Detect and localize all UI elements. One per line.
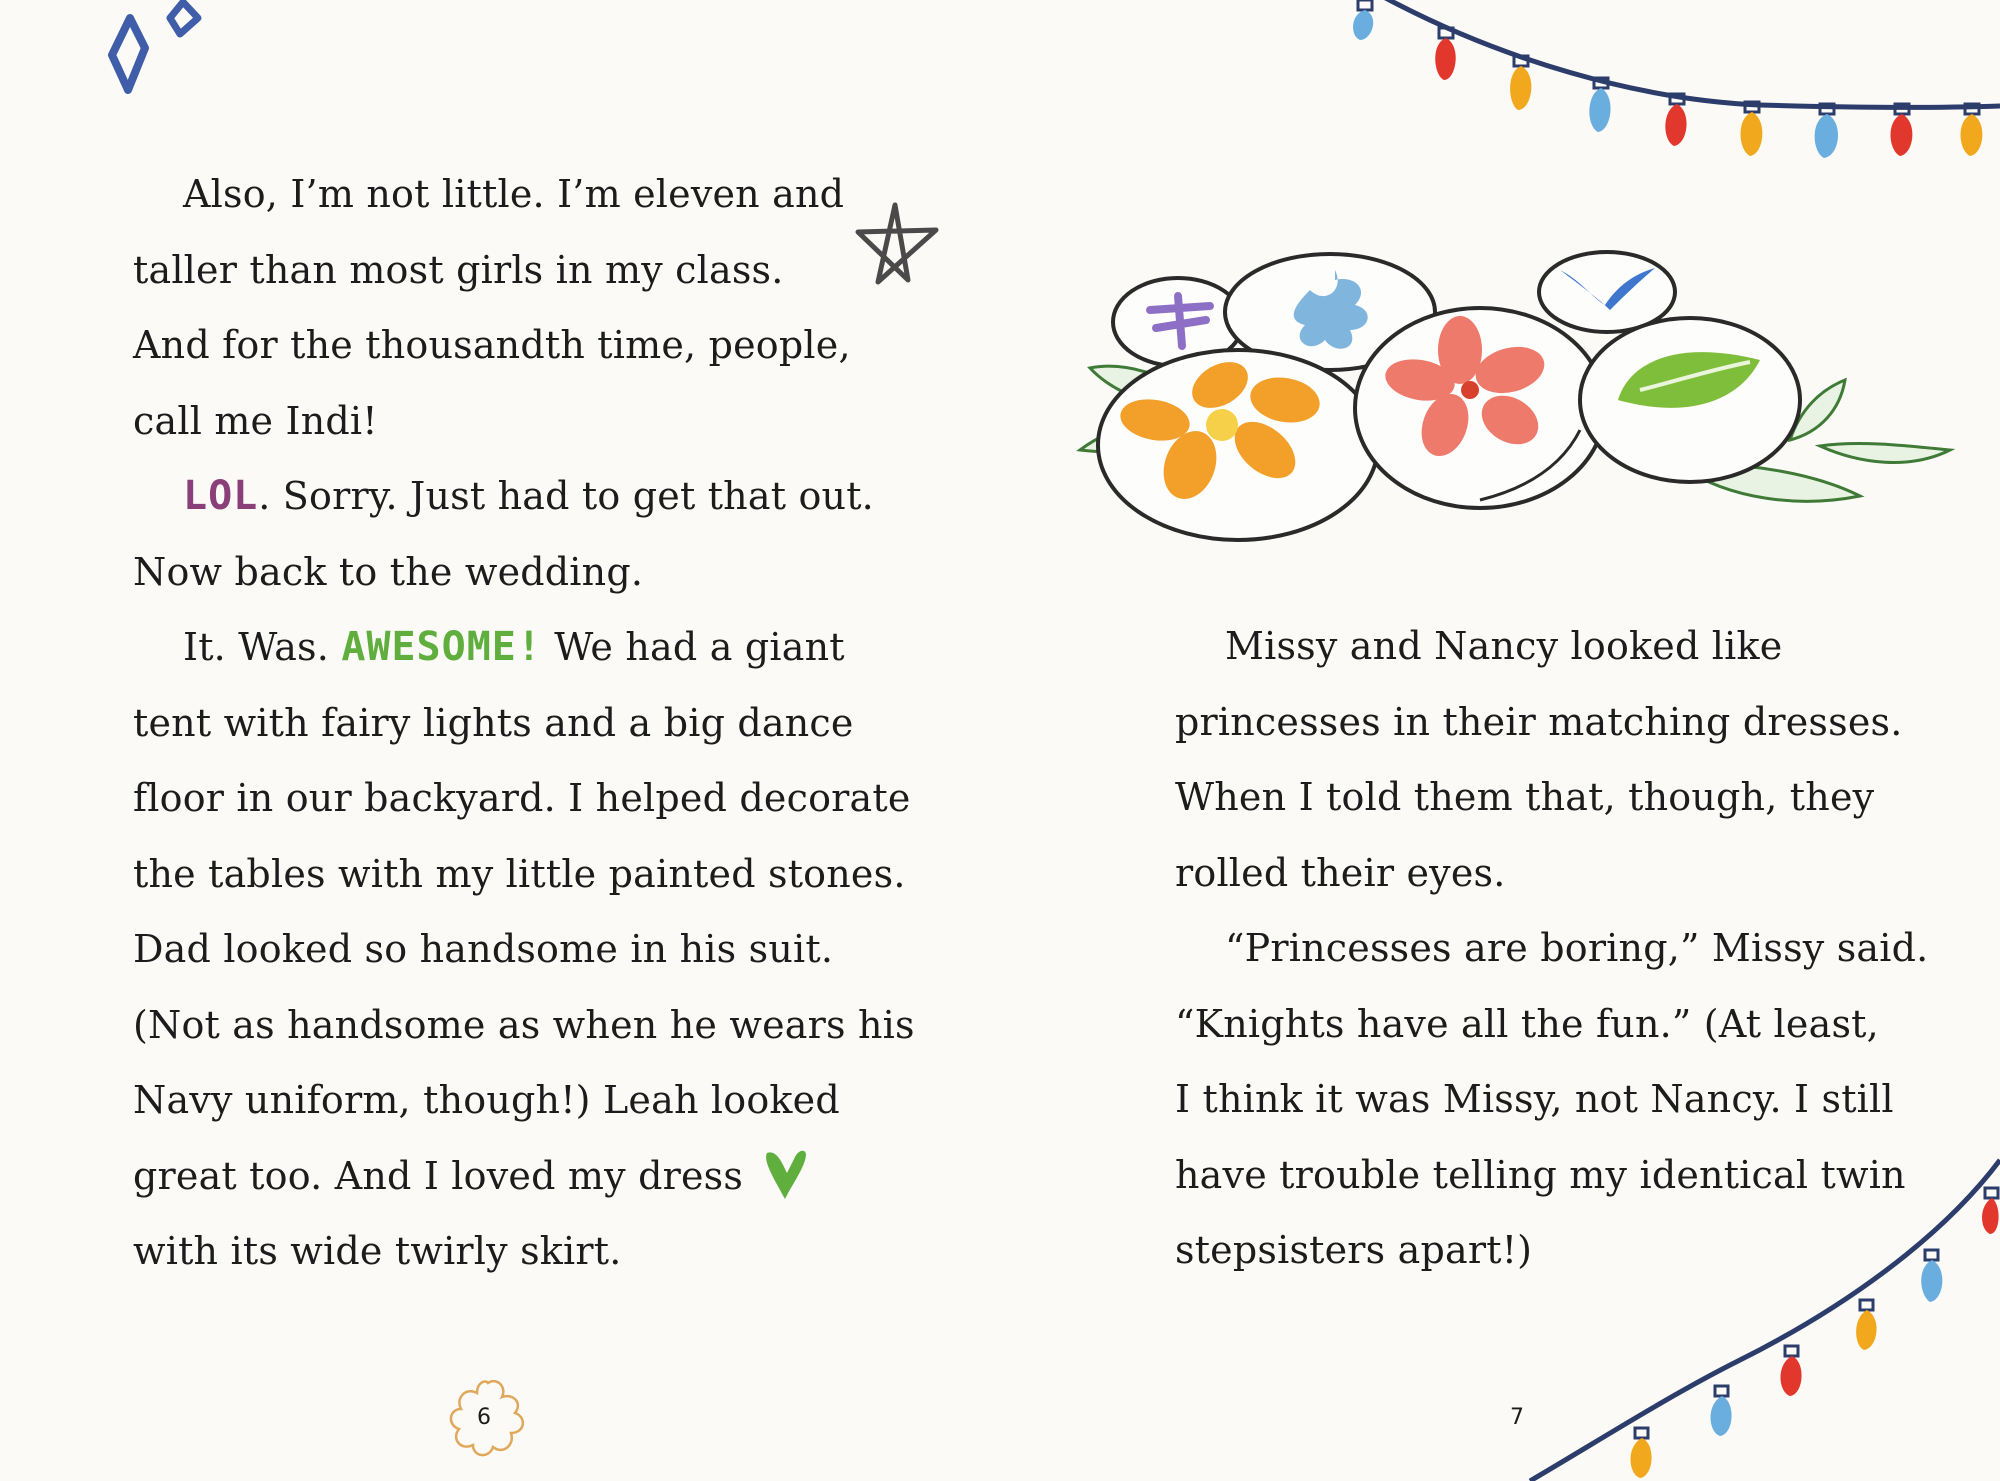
text-line: (Not as handsome as when he wears his [133, 1002, 915, 1047]
text-line: Navy uniform, though!) Leah looked [133, 1078, 840, 1122]
text-fragment: . Sorry. Just had to get that out. [258, 474, 874, 518]
bulb-icon [1711, 1386, 1732, 1436]
painted-stones-illustration [1060, 250, 1960, 550]
text-line: Also, I’m not little. I’m eleven and [183, 172, 845, 216]
right-page-text [1175, 609, 1955, 1289]
page-number-left: 6 [477, 1405, 491, 1430]
right-page [1000, 0, 2000, 1481]
bulb-icon [1982, 1188, 1999, 1234]
bulb-icon [1741, 102, 1763, 156]
heart-icon [761, 1147, 811, 1203]
text-line: the tables with my little painted stones. [133, 851, 906, 896]
text-line [133, 610, 913, 686]
text-line: have trouble telling my identical twin [1175, 1152, 1906, 1197]
text-line: When I told them that, though, they [1175, 775, 1875, 819]
text-line: Missy and Nancy looked like [1225, 624, 1783, 668]
fairy-lights-string [1320, 0, 2000, 180]
text-line: call me Indi! [133, 398, 378, 443]
sparkle-icon [100, 0, 210, 100]
text-line: tent with fairy lights and a big dance [133, 700, 854, 745]
text-line: floor in our backyard. I helped decorate [133, 776, 911, 820]
bulb-icon [1353, 0, 1373, 40]
bulb-icon [1631, 1428, 1652, 1478]
text-line: taller than most girls in my class. [133, 247, 784, 292]
bulb-icon [1510, 56, 1531, 110]
bulb-icon [1665, 94, 1686, 146]
bulb-icon [1435, 28, 1455, 80]
text-line: Now back to the wedding. [133, 549, 644, 594]
bulb-icon [1815, 104, 1838, 158]
page-number-right: 7 [1510, 1405, 1524, 1430]
bulb-icon [1891, 104, 1913, 156]
awesome-word: AWESOME! [341, 624, 542, 670]
text-fragment: It. Was. [183, 625, 342, 669]
text-line: Dad looked so handsome in his suit. [133, 927, 834, 971]
text-line: “Knights have all the fun.” (At least, [1175, 1001, 1879, 1046]
bulb-icon [1856, 1300, 1876, 1350]
text-line: stepsisters apart!) [1175, 1228, 1533, 1272]
text-line: And for the thousandth time, people, [133, 323, 851, 367]
bulb-icon [1781, 1346, 1802, 1396]
left-page-text [133, 157, 913, 1290]
text-line: with its wide twirly skirt. [133, 1229, 622, 1273]
text-line [133, 1139, 913, 1215]
text-line: I think it was Missy, not Nancy. I still [1175, 1077, 1894, 1121]
lol-word: LOL [183, 473, 259, 519]
text-line [133, 459, 913, 535]
text-line: “Princesses are boring,” Missy said. [1225, 926, 1929, 970]
text-fragment: great too. And I loved my dress [133, 1153, 744, 1198]
bulb-icon [1589, 78, 1610, 132]
bulb-icon [1961, 104, 1983, 156]
text-line: rolled their eyes. [1175, 850, 1506, 895]
text-fragment: We had a giant [541, 625, 845, 669]
text-line: princesses in their matching dresses. [1175, 699, 1903, 744]
